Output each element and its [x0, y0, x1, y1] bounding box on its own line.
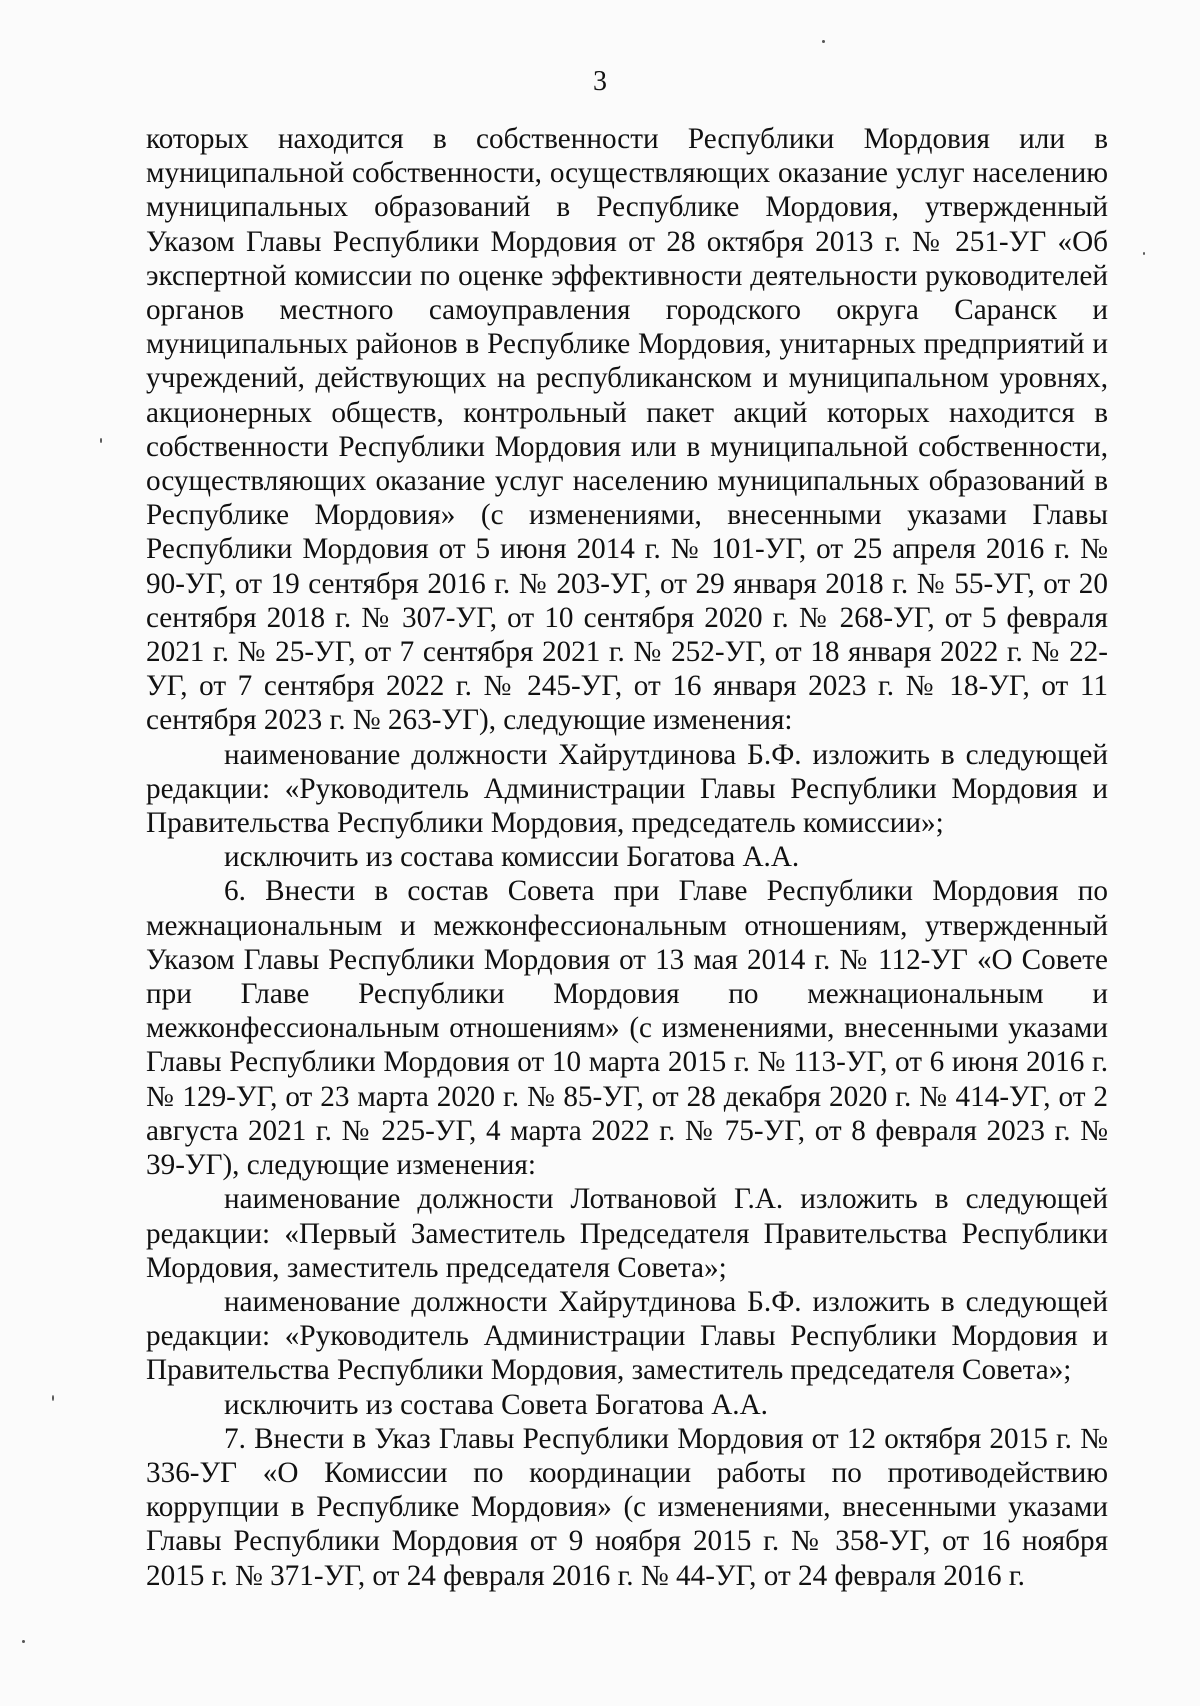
paragraph-exclude-bogatov-commission: исключить из состава комиссии Богатова А.А.: [224, 841, 800, 874]
scan-speck: [100, 438, 102, 443]
paragraph-lotvanova-title: наименование должности Лотвановой Г.А. изложить в следующей редакции: «Первый Заместитель Председателя Правительства Республики Мордовия, заместитель председателя Совета»;: [146, 1183, 1108, 1284]
scan-speck: [822, 40, 825, 43]
document-body: [146, 122, 1108, 1593]
scan-speck: [1143, 252, 1145, 255]
paragraph-khairutdinov-commission-title: наименование должности Хайрутдинова Б.Ф. изложить в следующей редакции: «Руководитель Администрации Главы Республики Мордовия и Правительства Республики Мордовия, председатель комиссии»;: [146, 738, 1108, 840]
paragraph-khairutdinov-council-title: наименование должности Хайрутдинова Б.Ф. изложить в следующей редакции: «Руководитель Администрации Главы Республики Мордовия и Правительства Республики Мордовия, заместитель председателя Совета»;: [146, 1285, 1108, 1387]
paragraph-item-6-council: 6. Внести в состав Совета при Главе Республики Мордовия по межнациональным и межконфессиональным отношениям, утвержденный Указом Главы Республики Мордовия от 13 мая 2014 г. № 112-УГ «О Совете при Главе Республики Мордовия по межнациональным и межконфессиональным отношениям» (с изменениями, внесенными указами Главы Республики Мордовия от 10 марта 2015 г. № 113-УГ, от 6 июня 2016 г. № 129-УГ, от 23 марта 2020 г. № 85-УГ, от 28 декабря 2020 г. № 414-УГ, от 2 августа 2021 г. № 225-УГ, 4 марта 2022 г. № 75-УГ, от 8 февраля 2023 г. № 39-УГ), следующие изменения:: [146, 875, 1108, 1182]
paragraph-commission-statute: которых находится в собственности Республики Мордовия или в муниципальной собственности, осуществляющих оказание услуг населению муниципальных образований в Республике Мордовия, утвержденный Указом Главы Республики Мордовия от 28 октября 2013 г. № 251-УГ «Об экспертной комиссии по оценке эффективности деятельности руководителей органов местного самоуправления городского округа Саранск и муниципальных районов в Республике Мордовия, унитарных предприятий и учреждений, действующих на республиканском и муниципальном уровнях, акционерных обществ, контрольный пакет акций которых находится в собственности Республики Мордовия или в муниципальной собственности, осуществляющих оказание услуг населению муниципальных образований в Республике Мордовия» (с изменениями, внесенными указами Главы Республики Мордовия от 5 июня 2014 г. № 101-УГ, от 25 апреля 2016 г. № 90-УГ, от 19 сентября 2016 г. № 203-УГ, от 29 января 2018 г. № 55-УГ, от 20 сентября 2018 г. № 307-УГ, от 10 сентября 2020 г. № 268-УГ, от 5 февраля 2021 г. № 25-УГ, от 7 сентября 2021 г. № 252-УГ, от 18 января 2022 г. № 22-УГ, от 7 сентября 2022 г. № 245-УГ, от 16 января 2023 г. № 18-УГ, от 11 сентября 2023 г. № 263-УГ), следующие изменения:: [146, 123, 1108, 737]
paragraph-exclude-bogatov-council: исключить из состава Совета Богатова А.А.: [224, 1388, 768, 1421]
scan-speck: [22, 1640, 25, 1643]
page-number: 3: [593, 66, 607, 97]
scan-speck: [52, 1395, 54, 1401]
paragraph-item-7-anticorruption: 7. Внести в Указ Главы Республики Мордовия от 12 октября 2015 г. № 336-УГ «О Комиссии по координации работы по противодействию коррупции в Республике Мордовия» (с изменениями, внесенными указами Главы Республики Мордовия от 9 ноября 2015 г. № 358-УГ, от 16 ноября 2015 г. № 371-УГ, от 24 февраля 2016 г. № 44-УГ, от 24 февраля 2016 г.: [146, 1422, 1108, 1592]
